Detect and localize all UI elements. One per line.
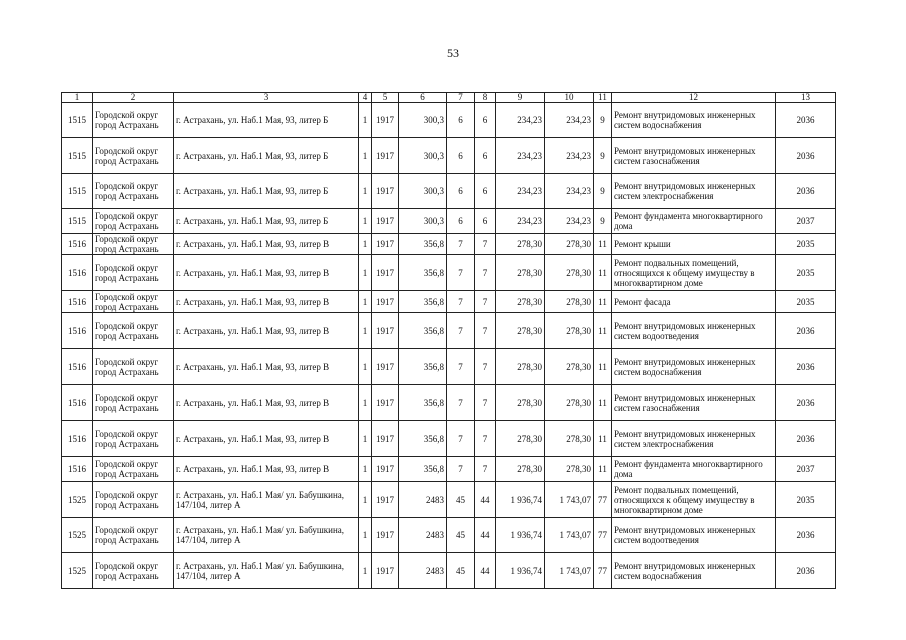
cell-work-type: Ремонт фундамента многоквартирного дома [612,209,776,234]
column-header: 13 [776,93,836,103]
cell-area: 300,3 [399,209,447,234]
cell-work-type: Ремонт внутридомовых инженерных систем водоотведения [612,313,776,349]
cell-col-9: 278,30 [496,291,545,313]
cell-municipality: Городской округ город Астрахань [93,349,174,385]
cell-municipality: Городской округ город Астрахань [93,518,174,553]
cell-municipality: Городской округ город Астрахань [93,209,174,234]
cell-col-8: 7 [475,255,496,291]
cell-row-number: 1516 [62,313,93,349]
cell-col-9: 278,30 [496,385,545,421]
cell-col-7: 45 [447,553,475,589]
cell-col-10: 234,23 [545,174,594,209]
repair-schedule-table [61,92,836,589]
table-row [62,103,836,138]
cell-col-10: 1 743,07 [545,553,594,589]
cell-col-4: 1 [359,234,372,255]
column-header: 7 [447,93,475,103]
cell-col-7: 7 [447,349,475,385]
cell-area: 356,8 [399,457,447,482]
cell-address: г. Астрахань, ул. Наб.1 Мая, 93, литер Б [174,103,359,138]
cell-municipality: Городской округ город Астрахань [93,103,174,138]
cell-work-type: Ремонт внутридомовых инженерных систем электроснабжения [612,174,776,209]
cell-col-4: 1 [359,457,372,482]
cell-row-number: 1516 [62,255,93,291]
table-row [62,291,836,313]
cell-col-7: 6 [447,209,475,234]
cell-work-type: Ремонт внутридомовых инженерных систем водоснабжения [612,103,776,138]
cell-address: г. Астрахань, ул. Наб.1 Мая, 93, литер Б [174,174,359,209]
cell-municipality: Городской округ город Астрахань [93,255,174,291]
cell-planned-year: 2036 [776,349,836,385]
cell-col-9: 278,30 [496,234,545,255]
cell-row-number: 1525 [62,518,93,553]
cell-planned-year: 2036 [776,138,836,174]
table-row [62,553,836,589]
cell-col-11: 11 [594,421,612,457]
cell-col-9: 278,30 [496,313,545,349]
cell-year: 1917 [372,209,399,234]
cell-col-11: 11 [594,313,612,349]
cell-planned-year: 2035 [776,482,836,518]
cell-planned-year: 2037 [776,457,836,482]
cell-col-10: 278,30 [545,291,594,313]
column-header: 2 [93,93,174,103]
cell-municipality: Городской округ город Астрахань [93,385,174,421]
cell-year: 1917 [372,313,399,349]
cell-row-number: 1516 [62,349,93,385]
cell-col-11: 11 [594,349,612,385]
cell-col-7: 45 [447,518,475,553]
cell-area: 2483 [399,553,447,589]
cell-area: 356,8 [399,313,447,349]
cell-col-9: 1 936,74 [496,482,545,518]
cell-col-7: 7 [447,421,475,457]
cell-area: 356,8 [399,234,447,255]
cell-address: г. Астрахань, ул. Наб.1 Мая, 93, литер В [174,255,359,291]
cell-col-9: 278,30 [496,255,545,291]
cell-col-9: 1 936,74 [496,518,545,553]
cell-work-type: Ремонт внутридомовых инженерных систем газоснабжения [612,385,776,421]
cell-year: 1917 [372,553,399,589]
cell-col-10: 278,30 [545,385,594,421]
cell-address: г. Астрахань, ул. Наб.1 Мая/ ул. Бабушкина, 147/104, литер А [174,482,359,518]
cell-address: г. Астрахань, ул. Наб.1 Мая, 93, литер В [174,291,359,313]
cell-col-8: 7 [475,385,496,421]
cell-col-11: 11 [594,234,612,255]
cell-col-9: 1 936,74 [496,553,545,589]
column-header: 8 [475,93,496,103]
cell-work-type: Ремонт внутридомовых инженерных систем газоснабжения [612,138,776,174]
cell-col-11: 77 [594,518,612,553]
cell-year: 1917 [372,457,399,482]
cell-col-8: 6 [475,138,496,174]
cell-col-8: 6 [475,209,496,234]
cell-col-4: 1 [359,255,372,291]
cell-col-7: 7 [447,291,475,313]
table-row [62,385,836,421]
cell-work-type: Ремонт внутридомовых инженерных систем электроснабжения [612,421,776,457]
cell-col-7: 6 [447,174,475,209]
cell-area: 2483 [399,482,447,518]
table-row [62,313,836,349]
cell-municipality: Городской округ город Астрахань [93,482,174,518]
cell-year: 1917 [372,138,399,174]
cell-municipality: Городской округ город Астрахань [93,234,174,255]
cell-address: г. Астрахань, ул. Наб.1 Мая, 93, литер В [174,421,359,457]
cell-municipality: Городской округ город Астрахань [93,174,174,209]
cell-work-type: Ремонт фундамента многоквартирного дома [612,457,776,482]
cell-address: г. Астрахань, ул. Наб.1 Мая, 93, литер В [174,457,359,482]
cell-work-type: Ремонт фасада [612,291,776,313]
cell-area: 356,8 [399,291,447,313]
cell-planned-year: 2035 [776,234,836,255]
cell-col-8: 7 [475,457,496,482]
cell-area: 300,3 [399,103,447,138]
page-number: 53 [447,46,459,60]
cell-municipality: Городской округ город Астрахань [93,138,174,174]
cell-col-8: 44 [475,482,496,518]
cell-planned-year: 2037 [776,209,836,234]
cell-col-8: 7 [475,313,496,349]
cell-col-8: 44 [475,553,496,589]
cell-col-7: 45 [447,482,475,518]
cell-address: г. Астрахань, ул. Наб.1 Мая, 93, литер В [174,234,359,255]
cell-row-number: 1525 [62,553,93,589]
header-row [62,93,836,103]
cell-area: 356,8 [399,421,447,457]
cell-year: 1917 [372,234,399,255]
cell-work-type: Ремонт подвальных помещений, относящихся к общему имуществу в многоквартирном доме [612,482,776,518]
cell-row-number: 1516 [62,385,93,421]
table-row [62,421,836,457]
cell-planned-year: 2036 [776,103,836,138]
cell-col-8: 7 [475,349,496,385]
cell-planned-year: 2035 [776,255,836,291]
cell-work-type: Ремонт внутридомовых инженерных систем водоснабжения [612,553,776,589]
cell-address: г. Астрахань, ул. Наб.1 Мая/ ул. Бабушкина, 147/104, литер А [174,518,359,553]
table-row [62,174,836,209]
cell-year: 1917 [372,349,399,385]
table-row [62,234,836,255]
cell-col-9: 234,23 [496,174,545,209]
column-header: 12 [612,93,776,103]
cell-col-9: 234,23 [496,103,545,138]
cell-col-7: 7 [447,234,475,255]
cell-col-4: 1 [359,103,372,138]
cell-row-number: 1515 [62,103,93,138]
column-header: 5 [372,93,399,103]
cell-col-11: 9 [594,138,612,174]
cell-work-type: Ремонт крыши [612,234,776,255]
cell-col-9: 234,23 [496,209,545,234]
cell-planned-year: 2036 [776,518,836,553]
cell-col-8: 7 [475,234,496,255]
cell-col-4: 1 [359,385,372,421]
cell-col-10: 1 743,07 [545,518,594,553]
cell-municipality: Городской округ город Астрахань [93,291,174,313]
table-row [62,209,836,234]
cell-area: 356,8 [399,385,447,421]
table-row [62,457,836,482]
cell-col-11: 11 [594,457,612,482]
cell-row-number: 1516 [62,234,93,255]
cell-area: 356,8 [399,349,447,385]
cell-col-11: 9 [594,209,612,234]
cell-col-7: 7 [447,385,475,421]
cell-address: г. Астрахань, ул. Наб.1 Мая/ ул. Бабушкина, 147/104, литер А [174,553,359,589]
cell-col-7: 7 [447,457,475,482]
cell-year: 1917 [372,421,399,457]
cell-col-4: 1 [359,291,372,313]
cell-year: 1917 [372,291,399,313]
cell-planned-year: 2036 [776,421,836,457]
cell-col-4: 1 [359,209,372,234]
cell-col-8: 6 [475,103,496,138]
cell-col-4: 1 [359,138,372,174]
cell-col-10: 1 743,07 [545,482,594,518]
column-header: 10 [545,93,594,103]
cell-area: 300,3 [399,174,447,209]
cell-address: г. Астрахань, ул. Наб.1 Мая, 93, литер В [174,385,359,421]
cell-col-10: 234,23 [545,209,594,234]
cell-col-9: 278,30 [496,349,545,385]
table-row [62,482,836,518]
cell-col-7: 6 [447,103,475,138]
cell-municipality: Городской округ город Астрахань [93,553,174,589]
cell-col-11: 9 [594,174,612,209]
cell-col-7: 7 [447,255,475,291]
cell-row-number: 1515 [62,209,93,234]
cell-col-10: 278,30 [545,234,594,255]
column-header: 4 [359,93,372,103]
column-header: 11 [594,93,612,103]
table-row [62,138,836,174]
cell-year: 1917 [372,255,399,291]
cell-col-10: 278,30 [545,313,594,349]
cell-col-10: 278,30 [545,421,594,457]
column-header: 1 [62,93,93,103]
cell-address: г. Астрахань, ул. Наб.1 Мая, 93, литер В [174,313,359,349]
cell-year: 1917 [372,482,399,518]
cell-col-8: 6 [475,174,496,209]
cell-col-4: 1 [359,313,372,349]
cell-row-number: 1516 [62,421,93,457]
cell-municipality: Городской округ город Астрахань [93,421,174,457]
cell-row-number: 1525 [62,482,93,518]
cell-col-8: 7 [475,421,496,457]
cell-col-8: 44 [475,518,496,553]
cell-planned-year: 2035 [776,291,836,313]
cell-work-type: Ремонт внутридомовых инженерных систем водоснабжения [612,349,776,385]
cell-area: 356,8 [399,255,447,291]
cell-municipality: Городской округ город Астрахань [93,457,174,482]
cell-col-7: 7 [447,313,475,349]
cell-col-4: 1 [359,482,372,518]
cell-col-10: 278,30 [545,349,594,385]
cell-col-4: 1 [359,518,372,553]
cell-col-4: 1 [359,349,372,385]
cell-planned-year: 2036 [776,313,836,349]
cell-area: 2483 [399,518,447,553]
cell-work-type: Ремонт внутридомовых инженерных систем водоотведения [612,518,776,553]
cell-col-7: 6 [447,138,475,174]
cell-col-11: 9 [594,103,612,138]
cell-area: 300,3 [399,138,447,174]
cell-col-10: 278,30 [545,457,594,482]
cell-col-11: 77 [594,482,612,518]
cell-col-8: 7 [475,291,496,313]
cell-year: 1917 [372,103,399,138]
cell-row-number: 1516 [62,291,93,313]
cell-col-9: 278,30 [496,421,545,457]
cell-address: г. Астрахань, ул. Наб.1 Мая, 93, литер В [174,349,359,385]
column-header: 9 [496,93,545,103]
cell-year: 1917 [372,518,399,553]
cell-planned-year: 2036 [776,553,836,589]
cell-col-11: 11 [594,255,612,291]
table-row [62,349,836,385]
cell-col-11: 11 [594,291,612,313]
table-row [62,518,836,553]
cell-col-10: 278,30 [545,255,594,291]
cell-col-9: 234,23 [496,138,545,174]
cell-planned-year: 2036 [776,174,836,209]
cell-col-11: 77 [594,553,612,589]
cell-col-10: 234,23 [545,103,594,138]
cell-col-11: 11 [594,385,612,421]
cell-col-4: 1 [359,174,372,209]
cell-col-4: 1 [359,421,372,457]
cell-row-number: 1515 [62,174,93,209]
cell-row-number: 1515 [62,138,93,174]
cell-col-10: 234,23 [545,138,594,174]
column-header: 3 [174,93,359,103]
cell-address: г. Астрахань, ул. Наб.1 Мая, 93, литер Б [174,138,359,174]
cell-planned-year: 2036 [776,385,836,421]
cell-col-9: 278,30 [496,457,545,482]
cell-row-number: 1516 [62,457,93,482]
cell-year: 1917 [372,174,399,209]
cell-address: г. Астрахань, ул. Наб.1 Мая, 93, литер Б [174,209,359,234]
cell-col-4: 1 [359,553,372,589]
table-row [62,255,836,291]
cell-municipality: Городской округ город Астрахань [93,313,174,349]
cell-year: 1917 [372,385,399,421]
column-header: 6 [399,93,447,103]
cell-work-type: Ремонт подвальных помещений, относящихся к общему имуществу в многоквартирном доме [612,255,776,291]
